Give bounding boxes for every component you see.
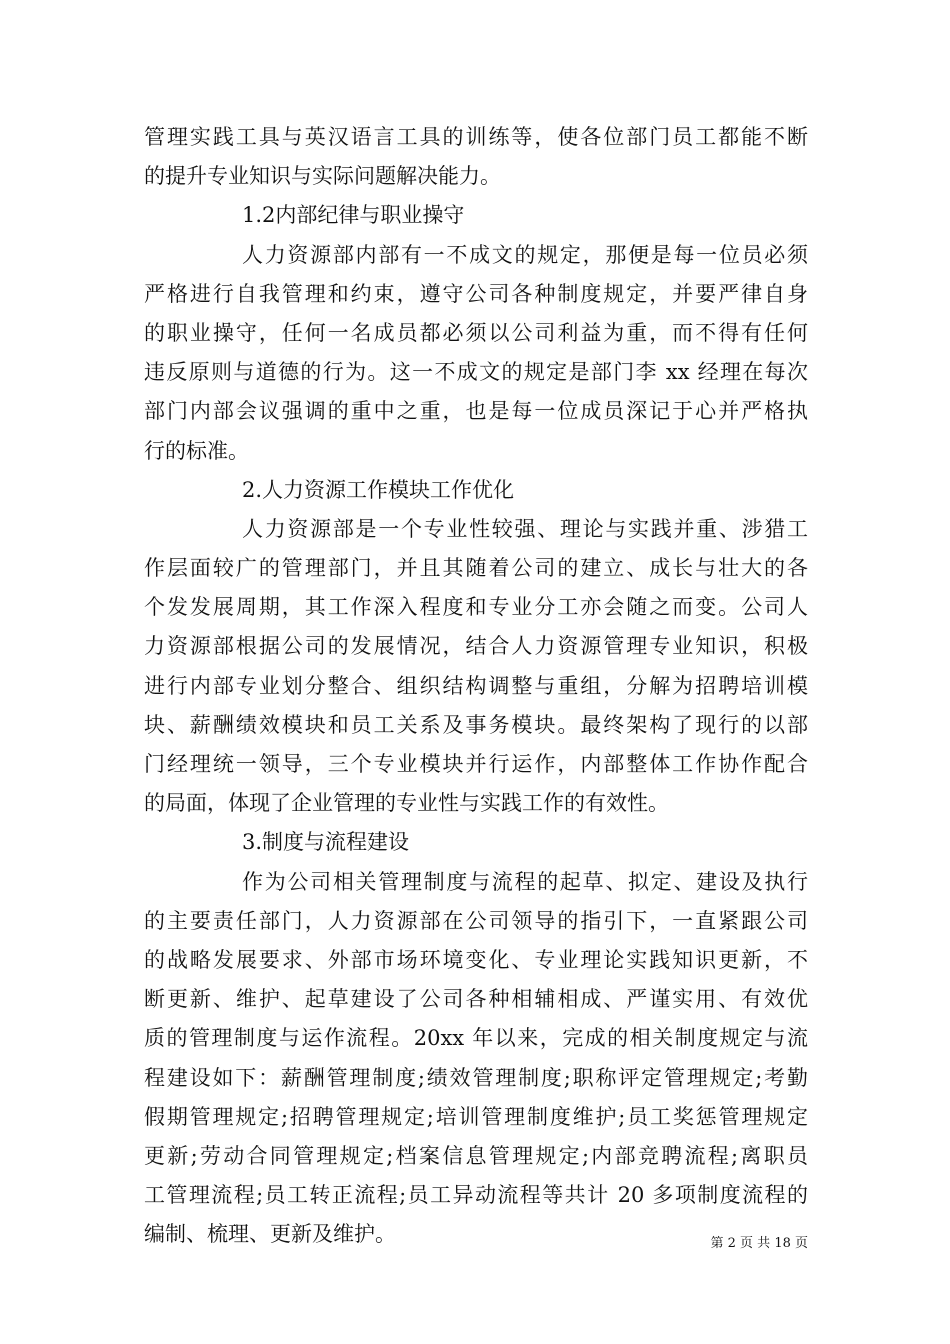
body-line: 门经理统一领导，三个专业模块并行运作，内部整体工作协作配合 (144, 752, 808, 776)
body-line: 进行内部专业划分整合、组织结构调整与重组，分解为招聘培训模 (144, 673, 808, 698)
body-line: 的职业操守，任何一名成员都必须以公司利益为重，而不得有任何 (144, 320, 808, 345)
paragraph-first-line: 人力资源部是一个专业性较强、理论与实践并重、涉猎工 (242, 516, 808, 541)
section-heading: 3.制度与流程建设 (242, 830, 410, 855)
body-line: 程建设如下：薪酬管理制度;绩效管理制度;职称评定管理规定;考勤 (144, 1065, 808, 1090)
body-line: 部门内部会议强调的重中之重，也是每一位成员深记于心并严格执 (144, 399, 808, 424)
body-line: 作层面较广的管理部门，并且其随着公司的建立、成长与壮大的各 (144, 556, 808, 581)
body-line: 块、薪酬绩效模块和员工关系及事务模块。最终架构了现行的以部 (144, 712, 808, 737)
body-line: 的提升专业知识与实际问题解决能力。 (144, 164, 501, 189)
section-heading: 2.人力资源工作模块工作优化 (242, 477, 515, 502)
body-line: 编制、梳理、更新及维护。 (144, 1222, 396, 1247)
section-heading: 1.2内部纪律与职业操守 (242, 203, 465, 228)
body-line: 断更新、维护、起草建设了公司各种相辅相成、严谨实用、有效优 (144, 987, 808, 1012)
body-line: 行的标准。 (144, 438, 249, 463)
body-line: 假期管理规定;招聘管理规定;培训管理制度维护;员工奖惩管理规定 (144, 1104, 808, 1129)
body-line: 更新;劳动合同管理规定;档案信息管理规定;内部竞聘流程;离职员 (144, 1143, 808, 1168)
body-line: 违反原则与道德的行为。这一不成文的规定是部门李 xx 经理在每次 (144, 360, 808, 385)
body-line: 管理实践工具与英汉语言工具的训练等，使各位部门员工都能不断 (144, 125, 808, 149)
body-line: 个发发展周期，其工作深入程度和专业分工亦会随之而变。公司人 (144, 595, 808, 620)
body-line: 的主要责任部门，人力资源部在公司领导的指引下，一直紧跟公司 (144, 908, 808, 933)
paragraph-first-line: 人力资源部内部有一不成文的规定，那便是每一位员必须 (242, 242, 808, 267)
document-body (144, 118, 808, 1254)
body-line: 质的管理制度与运作流程。20xx 年以来，完成的相关制度规定与流 (144, 1026, 808, 1051)
paragraph-first-line: 作为公司相关管理制度与流程的起草、拟定、建设及执行 (242, 869, 808, 894)
body-line: 严格进行自我管理和约束，遵守公司各种制度规定，并要严律自身 (144, 281, 808, 306)
body-line: 力资源部根据公司的发展情况，结合人力资源管理专业知识，积极 (144, 634, 808, 659)
page-number-footer: 第 2 页 共 18 页 (710, 1236, 808, 1251)
body-line: 的局面，体现了企业管理的专业性与实践工作的有效性。 (144, 791, 669, 816)
body-line: 的战略发展要求、外部市场环境变化、专业理论实践知识更新，不 (144, 947, 808, 972)
body-line: 工管理流程;员工转正流程;员工异动流程等共计 20 多项制度流程的 (144, 1183, 808, 1208)
